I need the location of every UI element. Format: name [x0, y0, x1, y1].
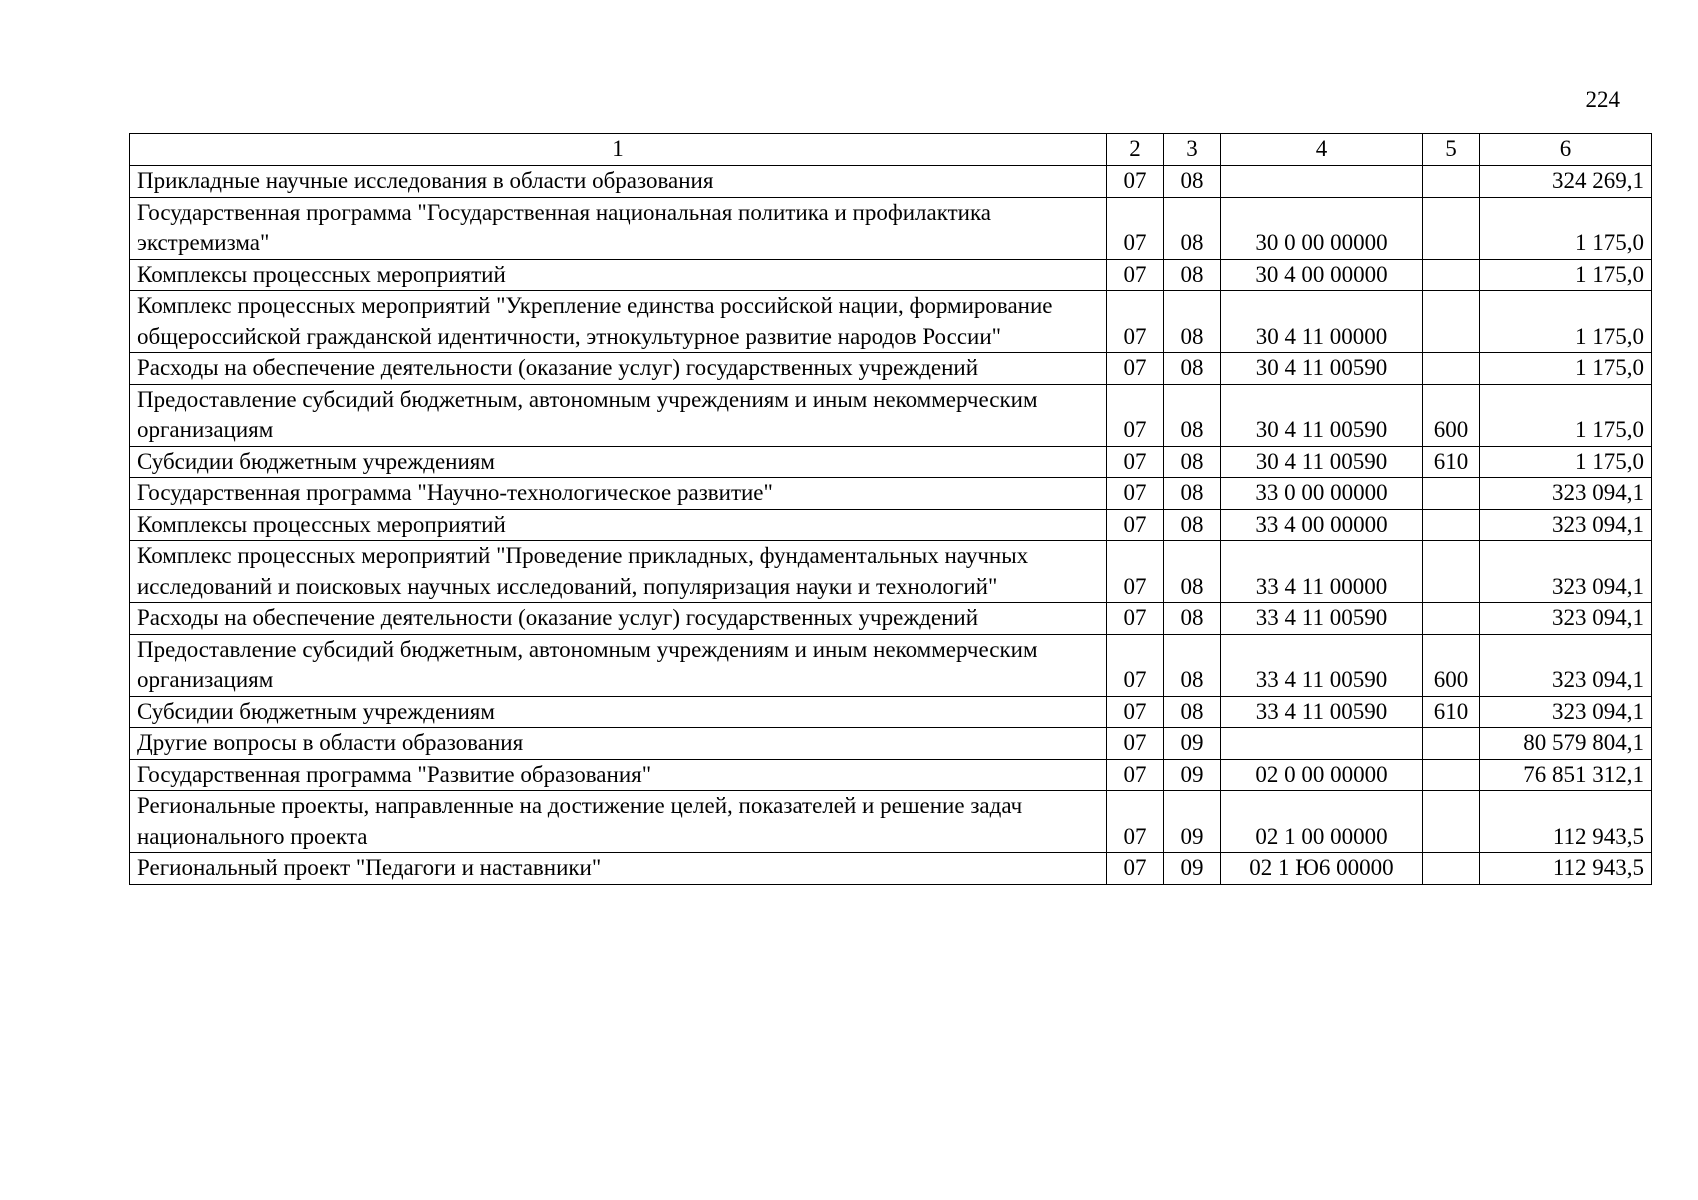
row-amount-cell: 1 175,0: [1480, 291, 1652, 353]
row-section-cell: 07: [1107, 696, 1164, 728]
row-target-article-cell: 30 4 11 00590: [1221, 353, 1423, 385]
table-row: [130, 603, 1652, 635]
row-amount-cell: 324 269,1: [1480, 166, 1652, 198]
table-header: [130, 134, 1652, 166]
row-subsection-cell: 08: [1164, 696, 1221, 728]
row-subsection-cell: 08: [1164, 509, 1221, 541]
table-row: [130, 791, 1652, 853]
row-expense-type-cell: [1423, 759, 1480, 791]
row-name-cell: Государственная программа "Государственная национальная политика и профилактика экстремизма": [130, 197, 1107, 259]
header-col-3: 3: [1164, 134, 1221, 166]
row-section-cell: 07: [1107, 166, 1164, 198]
row-subsection-cell: 08: [1164, 603, 1221, 635]
table-row: [130, 759, 1652, 791]
row-section-cell: 07: [1107, 384, 1164, 446]
row-expense-type-cell: 610: [1423, 696, 1480, 728]
row-section-cell: 07: [1107, 603, 1164, 635]
row-section-cell: 07: [1107, 791, 1164, 853]
row-amount-cell: 323 094,1: [1480, 634, 1652, 696]
row-expense-type-cell: [1423, 166, 1480, 198]
row-name-cell: Субсидии бюджетным учреждениям: [130, 696, 1107, 728]
table-row: [130, 853, 1652, 885]
table-row: [130, 259, 1652, 291]
row-amount-cell: 80 579 804,1: [1480, 728, 1652, 760]
row-section-cell: 07: [1107, 509, 1164, 541]
row-target-article-cell: 33 4 11 00000: [1221, 541, 1423, 603]
row-expense-type-cell: [1423, 791, 1480, 853]
row-target-article-cell: 30 4 11 00590: [1221, 446, 1423, 478]
table-row: [130, 166, 1652, 198]
row-target-article-cell: 02 1 Ю6 00000: [1221, 853, 1423, 885]
row-amount-cell: 1 175,0: [1480, 446, 1652, 478]
table-row: [130, 478, 1652, 510]
row-name-cell: Прикладные научные исследования в области образования: [130, 166, 1107, 198]
table-row: [130, 197, 1652, 259]
row-amount-cell: 323 094,1: [1480, 603, 1652, 635]
row-amount-cell: 1 175,0: [1480, 259, 1652, 291]
row-name-cell: Субсидии бюджетным учреждениям: [130, 446, 1107, 478]
row-section-cell: 07: [1107, 634, 1164, 696]
table-row: [130, 384, 1652, 446]
row-name-cell: Региональные проекты, направленные на достижение целей, показателей и решение задач национального проекта: [130, 791, 1107, 853]
row-section-cell: 07: [1107, 728, 1164, 760]
row-name-cell: Предоставление субсидий бюджетным, автономным учреждениям и иным некоммерческим организациям: [130, 384, 1107, 446]
row-amount-cell: 323 094,1: [1480, 541, 1652, 603]
row-target-article-cell: [1221, 728, 1423, 760]
budget-table: [129, 133, 1652, 885]
row-section-cell: 07: [1107, 353, 1164, 385]
row-expense-type-cell: [1423, 509, 1480, 541]
row-subsection-cell: 08: [1164, 384, 1221, 446]
row-subsection-cell: 08: [1164, 446, 1221, 478]
table-row: [130, 634, 1652, 696]
header-col-6: 6: [1480, 134, 1652, 166]
table-body: [130, 166, 1652, 885]
row-name-cell: Расходы на обеспечение деятельности (оказание услуг) государственных учреждений: [130, 353, 1107, 385]
row-expense-type-cell: [1423, 541, 1480, 603]
row-name-cell: Государственная программа "Научно-технологическое развитие": [130, 478, 1107, 510]
table-row: [130, 446, 1652, 478]
row-expense-type-cell: 600: [1423, 384, 1480, 446]
row-amount-cell: 323 094,1: [1480, 478, 1652, 510]
row-target-article-cell: 33 4 00 00000: [1221, 509, 1423, 541]
row-target-article-cell: 30 4 00 00000: [1221, 259, 1423, 291]
row-expense-type-cell: 610: [1423, 446, 1480, 478]
row-name-cell: Другие вопросы в области образования: [130, 728, 1107, 760]
table-row: [130, 291, 1652, 353]
table-row: [130, 696, 1652, 728]
row-name-cell: Расходы на обеспечение деятельности (оказание услуг) государственных учреждений: [130, 603, 1107, 635]
table-row: [130, 353, 1652, 385]
row-subsection-cell: 09: [1164, 853, 1221, 885]
row-section-cell: 07: [1107, 759, 1164, 791]
header-col-1: 1: [130, 134, 1107, 166]
row-section-cell: 07: [1107, 291, 1164, 353]
row-amount-cell: 112 943,5: [1480, 853, 1652, 885]
row-target-article-cell: 30 4 11 00000: [1221, 291, 1423, 353]
row-subsection-cell: 09: [1164, 759, 1221, 791]
row-amount-cell: 323 094,1: [1480, 509, 1652, 541]
row-amount-cell: 1 175,0: [1480, 353, 1652, 385]
row-subsection-cell: 08: [1164, 197, 1221, 259]
row-amount-cell: 112 943,5: [1480, 791, 1652, 853]
row-subsection-cell: 08: [1164, 166, 1221, 198]
row-subsection-cell: 08: [1164, 353, 1221, 385]
row-section-cell: 07: [1107, 446, 1164, 478]
header-col-4: 4: [1221, 134, 1423, 166]
row-name-cell: Комплекс процессных мероприятий "Укрепление единства российской нации, формирование общероссийской гражданской идентичности, этнокультурное развитие народов России": [130, 291, 1107, 353]
row-target-article-cell: 33 4 11 00590: [1221, 696, 1423, 728]
row-expense-type-cell: [1423, 291, 1480, 353]
header-row: [130, 134, 1652, 166]
row-amount-cell: 76 851 312,1: [1480, 759, 1652, 791]
row-subsection-cell: 08: [1164, 634, 1221, 696]
row-section-cell: 07: [1107, 541, 1164, 603]
row-expense-type-cell: [1423, 603, 1480, 635]
row-section-cell: 07: [1107, 259, 1164, 291]
header-col-5: 5: [1423, 134, 1480, 166]
table-row: [130, 728, 1652, 760]
row-section-cell: 07: [1107, 478, 1164, 510]
row-expense-type-cell: 600: [1423, 634, 1480, 696]
row-name-cell: Комплекс процессных мероприятий "Проведение прикладных, фундаментальных научных исследований и поисковых научных исследований, популяризация науки и технологий": [130, 541, 1107, 603]
row-target-article-cell: 33 0 00 00000: [1221, 478, 1423, 510]
row-section-cell: 07: [1107, 197, 1164, 259]
row-expense-type-cell: [1423, 353, 1480, 385]
row-target-article-cell: [1221, 166, 1423, 198]
row-target-article-cell: 30 0 00 00000: [1221, 197, 1423, 259]
row-amount-cell: 323 094,1: [1480, 696, 1652, 728]
row-subsection-cell: 08: [1164, 478, 1221, 510]
row-amount-cell: 1 175,0: [1480, 197, 1652, 259]
row-name-cell: Предоставление субсидий бюджетным, автономным учреждениям и иным некоммерческим организациям: [130, 634, 1107, 696]
row-target-article-cell: 02 0 00 00000: [1221, 759, 1423, 791]
row-subsection-cell: 08: [1164, 291, 1221, 353]
row-target-article-cell: 33 4 11 00590: [1221, 603, 1423, 635]
row-subsection-cell: 09: [1164, 791, 1221, 853]
row-name-cell: Региональный проект "Педагоги и наставники": [130, 853, 1107, 885]
row-target-article-cell: 02 1 00 00000: [1221, 791, 1423, 853]
header-col-2: 2: [1107, 134, 1164, 166]
row-expense-type-cell: [1423, 853, 1480, 885]
row-name-cell: Комплексы процессных мероприятий: [130, 509, 1107, 541]
row-target-article-cell: 33 4 11 00590: [1221, 634, 1423, 696]
row-target-article-cell: 30 4 11 00590: [1221, 384, 1423, 446]
row-expense-type-cell: [1423, 728, 1480, 760]
row-section-cell: 07: [1107, 853, 1164, 885]
row-subsection-cell: 08: [1164, 541, 1221, 603]
page-number: 224: [1585, 87, 1620, 112]
row-amount-cell: 1 175,0: [1480, 384, 1652, 446]
row-expense-type-cell: [1423, 197, 1480, 259]
row-name-cell: Государственная программа "Развитие образования": [130, 759, 1107, 791]
table-row: [130, 541, 1652, 603]
row-subsection-cell: 09: [1164, 728, 1221, 760]
row-subsection-cell: 08: [1164, 259, 1221, 291]
row-expense-type-cell: [1423, 478, 1480, 510]
row-name-cell: Комплексы процессных мероприятий: [130, 259, 1107, 291]
row-expense-type-cell: [1423, 259, 1480, 291]
table-row: [130, 509, 1652, 541]
